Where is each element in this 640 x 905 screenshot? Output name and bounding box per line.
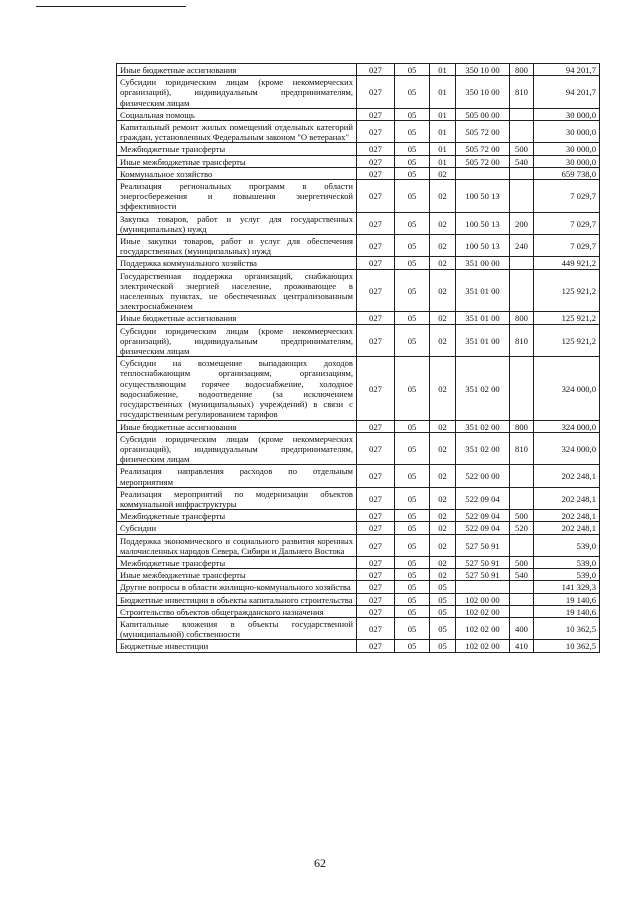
row-name: Иные бюджетные ассигнования (117, 420, 357, 432)
row-target-article-code: 351 00 00 (456, 257, 510, 269)
row-subsection-code: 02 (430, 212, 456, 234)
row-section-code: 05 (395, 108, 430, 120)
row-section-code: 05 (395, 257, 430, 269)
row-grbs-code: 027 (357, 180, 395, 213)
row-subsection-code: 05 (430, 617, 456, 639)
row-expense-type-code (510, 593, 534, 605)
row-subsection-code: 01 (430, 64, 456, 76)
row-grbs-code: 027 (357, 522, 395, 534)
row-name: Иные межбюджетные трансферты (117, 569, 357, 581)
row-expense-type-code (510, 167, 534, 179)
row-name: Строительство объектов общегражданского назначения (117, 605, 357, 617)
row-name: Субсидии юридическим лицам (кроме некоммерческих организаций), индивидуальным предпринимателям, физическим лицам (117, 324, 357, 357)
row-section-code: 05 (395, 581, 430, 593)
row-grbs-code: 027 (357, 64, 395, 76)
row-subsection-code: 02 (430, 432, 456, 465)
table-row (117, 108, 600, 120)
table-row (117, 617, 600, 639)
row-name: Капитальный ремонт жилых помещений отдельных категорий граждан, установленных Федеральным законом "О ветеранах" (117, 121, 357, 143)
row-subsection-code: 02 (430, 235, 456, 257)
row-grbs-code: 027 (357, 487, 395, 509)
row-name: Реализация направления расходов по отдельным мероприятиям (117, 465, 357, 487)
row-target-article-code: 522 00 00 (456, 465, 510, 487)
row-expense-type-code: 240 (510, 235, 534, 257)
row-amount: 94 201,7 (534, 64, 600, 76)
row-target-article-code: 505 00 00 (456, 108, 510, 120)
row-grbs-code: 027 (357, 617, 395, 639)
table-row (117, 143, 600, 155)
row-section-code: 05 (395, 605, 430, 617)
row-grbs-code: 027 (357, 569, 395, 581)
row-target-article-code: 505 72 00 (456, 143, 510, 155)
row-grbs-code: 027 (357, 581, 395, 593)
row-section-code: 05 (395, 487, 430, 509)
row-section-code: 05 (395, 235, 430, 257)
row-name: Реализация региональных программ в области энергосбережения и повышения энергетической эффективности (117, 180, 357, 213)
row-amount: 539,0 (534, 569, 600, 581)
row-amount: 659 738,0 (534, 167, 600, 179)
row-section-code: 05 (395, 155, 430, 167)
row-section-code: 05 (395, 76, 430, 109)
row-target-article-code: 505 72 00 (456, 155, 510, 167)
table-row (117, 76, 600, 109)
table-row (117, 569, 600, 581)
row-target-article-code: 350 10 00 (456, 64, 510, 76)
row-grbs-code: 027 (357, 212, 395, 234)
row-section-code: 05 (395, 569, 430, 581)
row-amount: 7 029,7 (534, 212, 600, 234)
row-expense-type-code: 520 (510, 522, 534, 534)
row-name: Субсидии (117, 522, 357, 534)
table-row (117, 593, 600, 605)
row-amount: 202 248,1 (534, 487, 600, 509)
row-name: Иные бюджетные ассигнования (117, 64, 357, 76)
row-amount: 449 921,2 (534, 257, 600, 269)
row-amount: 141 329,3 (534, 581, 600, 593)
row-subsection-code: 05 (430, 605, 456, 617)
row-section-code: 05 (395, 640, 430, 652)
row-subsection-code: 02 (430, 465, 456, 487)
table-row (117, 534, 600, 556)
table-row (117, 324, 600, 357)
row-subsection-code: 02 (430, 420, 456, 432)
row-name: Социальная помощь (117, 108, 357, 120)
row-expense-type-code (510, 108, 534, 120)
table-row (117, 269, 600, 312)
row-name: Межбюджетные трансферты (117, 556, 357, 568)
row-subsection-code: 02 (430, 357, 456, 420)
row-amount: 7 029,7 (534, 235, 600, 257)
row-target-article-code: 522 09 04 (456, 510, 510, 522)
row-grbs-code: 027 (357, 143, 395, 155)
row-grbs-code: 027 (357, 640, 395, 652)
row-expense-type-code (510, 487, 534, 509)
row-target-article-code: 351 02 00 (456, 357, 510, 420)
row-name: Закупка товаров, работ и услуг для государственных (муниципальных) нужд (117, 212, 357, 234)
row-target-article-code: 351 02 00 (456, 432, 510, 465)
table-row (117, 357, 600, 420)
row-expense-type-code: 500 (510, 556, 534, 568)
row-expense-type-code: 500 (510, 143, 534, 155)
row-amount: 94 201,7 (534, 76, 600, 109)
row-grbs-code: 027 (357, 167, 395, 179)
row-name: Межбюджетные трансферты (117, 143, 357, 155)
row-name: Субсидии на возмещение выпадающих доходов теплоснабжающим организациям, организациям, осуществляющим горячее водоснабжение, холодное водоснабжение, водоотведение (за исключением государственных (муниципальных) учреждений) в связи с государственным регулированием тарифов (117, 357, 357, 420)
row-target-article-code: 351 01 00 (456, 312, 510, 324)
row-expense-type-code: 540 (510, 569, 534, 581)
row-amount: 30 000,0 (534, 121, 600, 143)
row-amount: 324 000,0 (534, 357, 600, 420)
table-row (117, 556, 600, 568)
row-expense-type-code: 810 (510, 432, 534, 465)
row-subsection-code: 02 (430, 556, 456, 568)
row-section-code: 05 (395, 121, 430, 143)
row-grbs-code: 027 (357, 534, 395, 556)
row-expense-type-code (510, 269, 534, 312)
row-subsection-code: 01 (430, 121, 456, 143)
row-target-article-code: 505 72 00 (456, 121, 510, 143)
row-grbs-code: 027 (357, 357, 395, 420)
table-row (117, 121, 600, 143)
row-amount: 10 362,5 (534, 640, 600, 652)
table-row (117, 432, 600, 465)
row-subsection-code: 02 (430, 487, 456, 509)
row-grbs-code: 027 (357, 269, 395, 312)
row-grbs-code: 027 (357, 324, 395, 357)
row-name: Межбюджетные трансферты (117, 510, 357, 522)
row-target-article-code: 522 09 04 (456, 522, 510, 534)
row-subsection-code: 02 (430, 269, 456, 312)
row-name: Поддержка коммунального хозяйства (117, 257, 357, 269)
row-section-code: 05 (395, 212, 430, 234)
row-target-article-code: 102 02 00 (456, 640, 510, 652)
row-grbs-code: 027 (357, 108, 395, 120)
row-amount: 202 248,1 (534, 510, 600, 522)
table-row (117, 581, 600, 593)
table-row (117, 235, 600, 257)
row-subsection-code: 02 (430, 257, 456, 269)
row-grbs-code: 027 (357, 420, 395, 432)
table-row (117, 180, 600, 213)
budget-table-body (117, 64, 600, 653)
row-target-article-code: 351 01 00 (456, 324, 510, 357)
row-amount: 30 000,0 (534, 108, 600, 120)
row-name: Иные бюджетные ассигнования (117, 312, 357, 324)
row-expense-type-code: 810 (510, 76, 534, 109)
row-amount: 202 248,1 (534, 522, 600, 534)
row-grbs-code: 027 (357, 155, 395, 167)
row-expense-type-code: 800 (510, 312, 534, 324)
row-expense-type-code: 400 (510, 617, 534, 639)
row-amount: 7 029,7 (534, 180, 600, 213)
table-row (117, 167, 600, 179)
row-section-code: 05 (395, 617, 430, 639)
row-amount: 539,0 (534, 534, 600, 556)
row-name: Коммунальное хозяйство (117, 167, 357, 179)
row-subsection-code: 02 (430, 510, 456, 522)
row-target-article-code: 522 09 04 (456, 487, 510, 509)
budget-table (116, 63, 600, 653)
row-target-article-code: 100 50 13 (456, 212, 510, 234)
row-section-code: 05 (395, 167, 430, 179)
table-row (117, 510, 600, 522)
row-subsection-code: 01 (430, 108, 456, 120)
row-subsection-code: 02 (430, 522, 456, 534)
row-expense-type-code (510, 605, 534, 617)
row-name: Государственная поддержка организаций, снабжающих электрической энергией население, проживающее в населенных пунктах, не обеспеченных централизованным электроснабжением (117, 269, 357, 312)
table-row (117, 465, 600, 487)
row-grbs-code: 027 (357, 235, 395, 257)
row-expense-type-code: 410 (510, 640, 534, 652)
row-target-article-code: 100 50 13 (456, 235, 510, 257)
row-expense-type-code (510, 357, 534, 420)
row-section-code: 05 (395, 432, 430, 465)
row-target-article-code: 527 50 91 (456, 569, 510, 581)
row-amount: 125 921,2 (534, 324, 600, 357)
row-amount: 19 140,6 (534, 605, 600, 617)
row-grbs-code: 027 (357, 312, 395, 324)
table-row (117, 64, 600, 76)
row-grbs-code: 027 (357, 76, 395, 109)
table-row (117, 522, 600, 534)
row-name: Субсидии юридическим лицам (кроме некоммерческих организаций), индивидуальным предпринимателям, физическим лицам (117, 432, 357, 465)
row-expense-type-code: 800 (510, 64, 534, 76)
row-target-article-code: 102 00 00 (456, 593, 510, 605)
row-subsection-code: 02 (430, 312, 456, 324)
row-subsection-code: 02 (430, 167, 456, 179)
row-section-code: 05 (395, 269, 430, 312)
row-target-article-code: 102 02 00 (456, 617, 510, 639)
row-grbs-code: 027 (357, 593, 395, 605)
row-expense-type-code (510, 581, 534, 593)
row-name: Бюджетные инвестиции в объекты капитального строительства (117, 593, 357, 605)
row-subsection-code: 01 (430, 76, 456, 109)
table-row (117, 605, 600, 617)
page-number: 62 (314, 856, 326, 870)
row-section-code: 05 (395, 312, 430, 324)
row-grbs-code: 027 (357, 465, 395, 487)
table-row (117, 155, 600, 167)
row-grbs-code: 027 (357, 605, 395, 617)
row-name: Капитальные вложения в объекты государственной (муниципальной) собственности (117, 617, 357, 639)
row-expense-type-code: 540 (510, 155, 534, 167)
row-amount: 125 921,2 (534, 312, 600, 324)
row-amount: 10 362,5 (534, 617, 600, 639)
row-grbs-code: 027 (357, 257, 395, 269)
row-grbs-code: 027 (357, 432, 395, 465)
row-target-article-code: 351 02 00 (456, 420, 510, 432)
row-amount: 19 140,6 (534, 593, 600, 605)
table-row (117, 487, 600, 509)
row-subsection-code: 01 (430, 155, 456, 167)
row-subsection-code: 01 (430, 143, 456, 155)
row-section-code: 05 (395, 420, 430, 432)
row-subsection-code: 02 (430, 180, 456, 213)
row-section-code: 05 (395, 324, 430, 357)
row-grbs-code: 027 (357, 121, 395, 143)
row-expense-type-code: 800 (510, 420, 534, 432)
row-section-code: 05 (395, 357, 430, 420)
row-amount: 539,0 (534, 556, 600, 568)
row-name: Реализация мероприятий по модернизации объектов коммунальной инфраструктуры (117, 487, 357, 509)
row-section-code: 05 (395, 510, 430, 522)
row-target-article-code: 350 10 00 (456, 76, 510, 109)
table-row (117, 640, 600, 652)
row-amount: 324 000,0 (534, 420, 600, 432)
row-amount: 30 000,0 (534, 143, 600, 155)
row-name: Субсидии юридическим лицам (кроме некоммерческих организаций), индивидуальным предпринимателям, физическим лицам (117, 76, 357, 109)
row-amount: 202 248,1 (534, 465, 600, 487)
row-target-article-code (456, 581, 510, 593)
row-expense-type-code: 500 (510, 510, 534, 522)
header-rule (36, 6, 186, 7)
row-target-article-code: 527 50 91 (456, 556, 510, 568)
row-expense-type-code (510, 121, 534, 143)
row-expense-type-code: 200 (510, 212, 534, 234)
table-row (117, 312, 600, 324)
row-name: Другие вопросы в области жилищно-коммунального хозяйства (117, 581, 357, 593)
row-amount: 30 000,0 (534, 155, 600, 167)
row-subsection-code: 02 (430, 324, 456, 357)
row-section-code: 05 (395, 465, 430, 487)
table-row (117, 257, 600, 269)
row-section-code: 05 (395, 593, 430, 605)
row-name: Иные межбюджетные трансферты (117, 155, 357, 167)
row-section-code: 05 (395, 180, 430, 213)
row-subsection-code: 05 (430, 640, 456, 652)
row-subsection-code: 05 (430, 593, 456, 605)
row-target-article-code: 100 50 13 (456, 180, 510, 213)
row-target-article-code: 351 01 00 (456, 269, 510, 312)
row-subsection-code: 02 (430, 534, 456, 556)
row-expense-type-code: 810 (510, 324, 534, 357)
row-section-code: 05 (395, 534, 430, 556)
row-subsection-code: 05 (430, 581, 456, 593)
row-expense-type-code (510, 180, 534, 213)
row-target-article-code: 527 50 91 (456, 534, 510, 556)
row-amount: 324 000,0 (534, 432, 600, 465)
row-expense-type-code (510, 534, 534, 556)
row-grbs-code: 027 (357, 510, 395, 522)
row-expense-type-code (510, 257, 534, 269)
row-name: Поддержка экономического и социального развития коренных малочисленных народов Севера, Сибири и Дальнего Востока (117, 534, 357, 556)
table-row (117, 420, 600, 432)
table-row (117, 212, 600, 234)
row-section-code: 05 (395, 522, 430, 534)
row-amount: 125 921,2 (534, 269, 600, 312)
row-name: Бюджетные инвестиции (117, 640, 357, 652)
row-subsection-code: 02 (430, 569, 456, 581)
row-expense-type-code (510, 465, 534, 487)
row-grbs-code: 027 (357, 556, 395, 568)
row-target-article-code (456, 167, 510, 179)
row-section-code: 05 (395, 64, 430, 76)
row-section-code: 05 (395, 143, 430, 155)
row-target-article-code: 102 02 00 (456, 605, 510, 617)
row-name: Иные закупки товаров, работ и услуг для обеспечения государственных (муниципальных) нужд (117, 235, 357, 257)
row-section-code: 05 (395, 556, 430, 568)
